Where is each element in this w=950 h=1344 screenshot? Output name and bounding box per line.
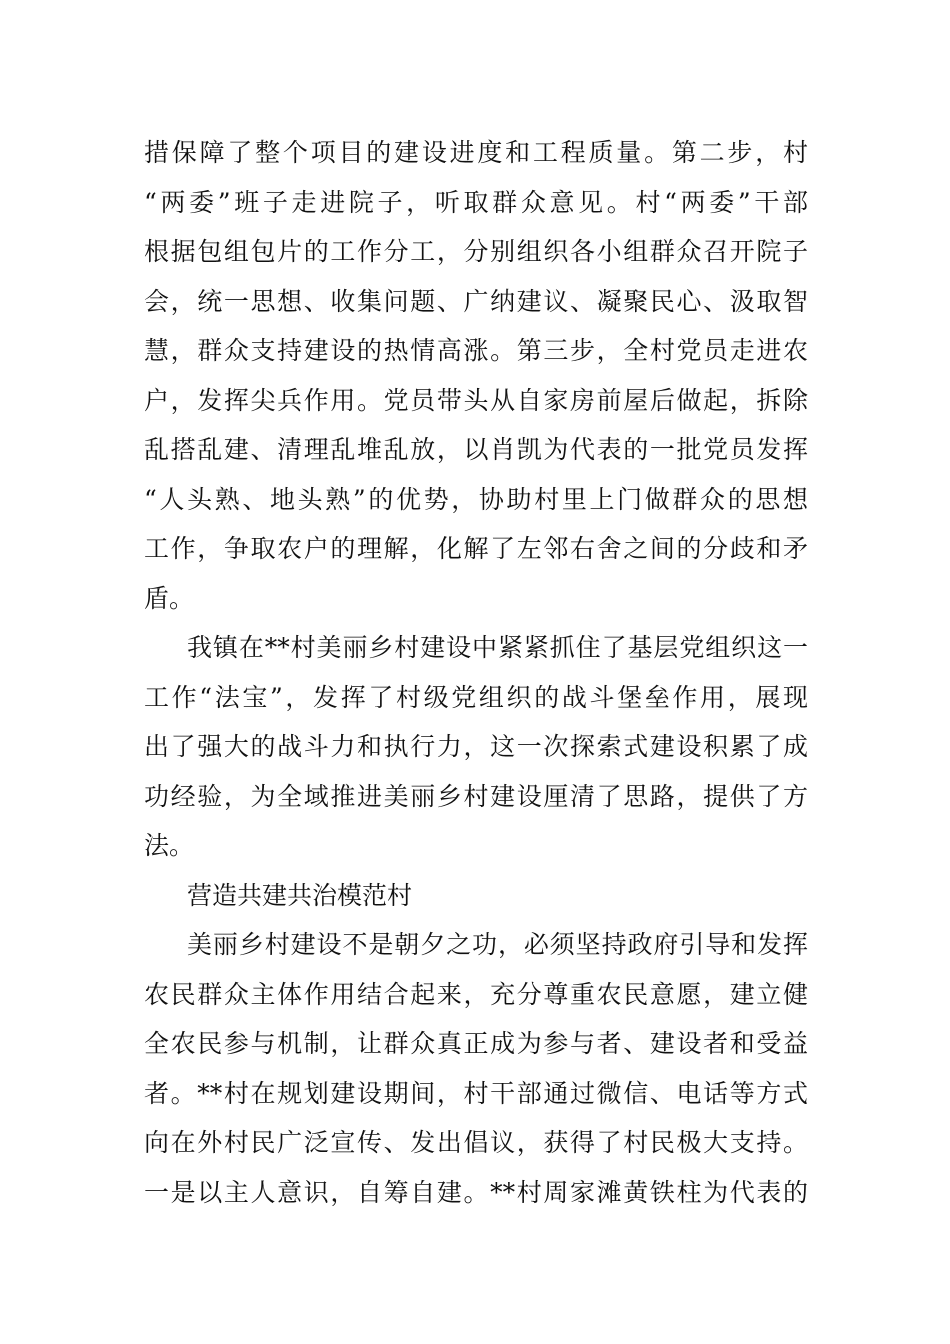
text-line: 会，统一思想、收集问题、广纳建议、凝聚民心、汲取智 bbox=[144, 286, 808, 316]
text-line: “两委”班子走进院子，听取群众意见。村“两委”干部 bbox=[144, 187, 808, 217]
text-line: 我镇在**村美丽乡村建设中紧紧抓住了基层党组织这一 bbox=[187, 633, 808, 662]
text-line: 向在外村民广泛宣传、发出倡议，获得了村民极大支持。 bbox=[144, 1128, 808, 1157]
text-line: 者。**村在规划建设期间，村干部通过微信、电话等方式 bbox=[144, 1078, 808, 1108]
text-line: 工作，争取农户的理解，化解了左邻右舍之间的分歧和矛 bbox=[144, 534, 808, 563]
text-line: 盾。 bbox=[144, 583, 195, 613]
text-line: 措保障了整个项目的建设进度和工程质量。第二步，村 bbox=[144, 138, 808, 167]
text-line: 法。 bbox=[144, 831, 195, 860]
text-line: 一是以主人意识，自筹自建。**村周家滩黄铁柱为代表的 bbox=[144, 1177, 808, 1207]
text-line: 慧，群众支持建设的热情高涨。第三步，全村党员走进农 bbox=[144, 336, 808, 365]
text-line: 户，发挥尖兵作用。党员带头从自家房前屋后做起，拆除 bbox=[144, 385, 808, 415]
text-line: “人头熟、地头熟”的优势，协助村里上门做群众的思想 bbox=[144, 484, 808, 514]
text-line: 农民群众主体作用结合起来，充分尊重农民意愿，建立健 bbox=[144, 979, 808, 1009]
text-line: 全农民参与机制，让群众真正成为参与者、建设者和受益 bbox=[144, 1029, 808, 1058]
text-line: 工作“法宝”，发挥了村级党组织的战斗堡垒作用，展现 bbox=[144, 682, 808, 712]
section-heading: 营造共建共治模范村 bbox=[187, 880, 413, 910]
text-line: 美丽乡村建设不是朝夕之功，必须坚持政府引导和发挥 bbox=[187, 930, 808, 959]
text-line: 根据包组包片的工作分工，分别组织各小组群众召开院子 bbox=[144, 237, 808, 266]
text-line: 乱搭乱建、清理乱堆乱放，以肖凯为代表的一批党员发挥 bbox=[144, 435, 808, 464]
text-line: 功经验，为全域推进美丽乡村建设厘清了思路，提供了方 bbox=[144, 781, 808, 811]
document-body bbox=[144, 128, 808, 1217]
text-line: 出了强大的战斗力和执行力，这一次探索式建设积累了成 bbox=[144, 732, 808, 761]
